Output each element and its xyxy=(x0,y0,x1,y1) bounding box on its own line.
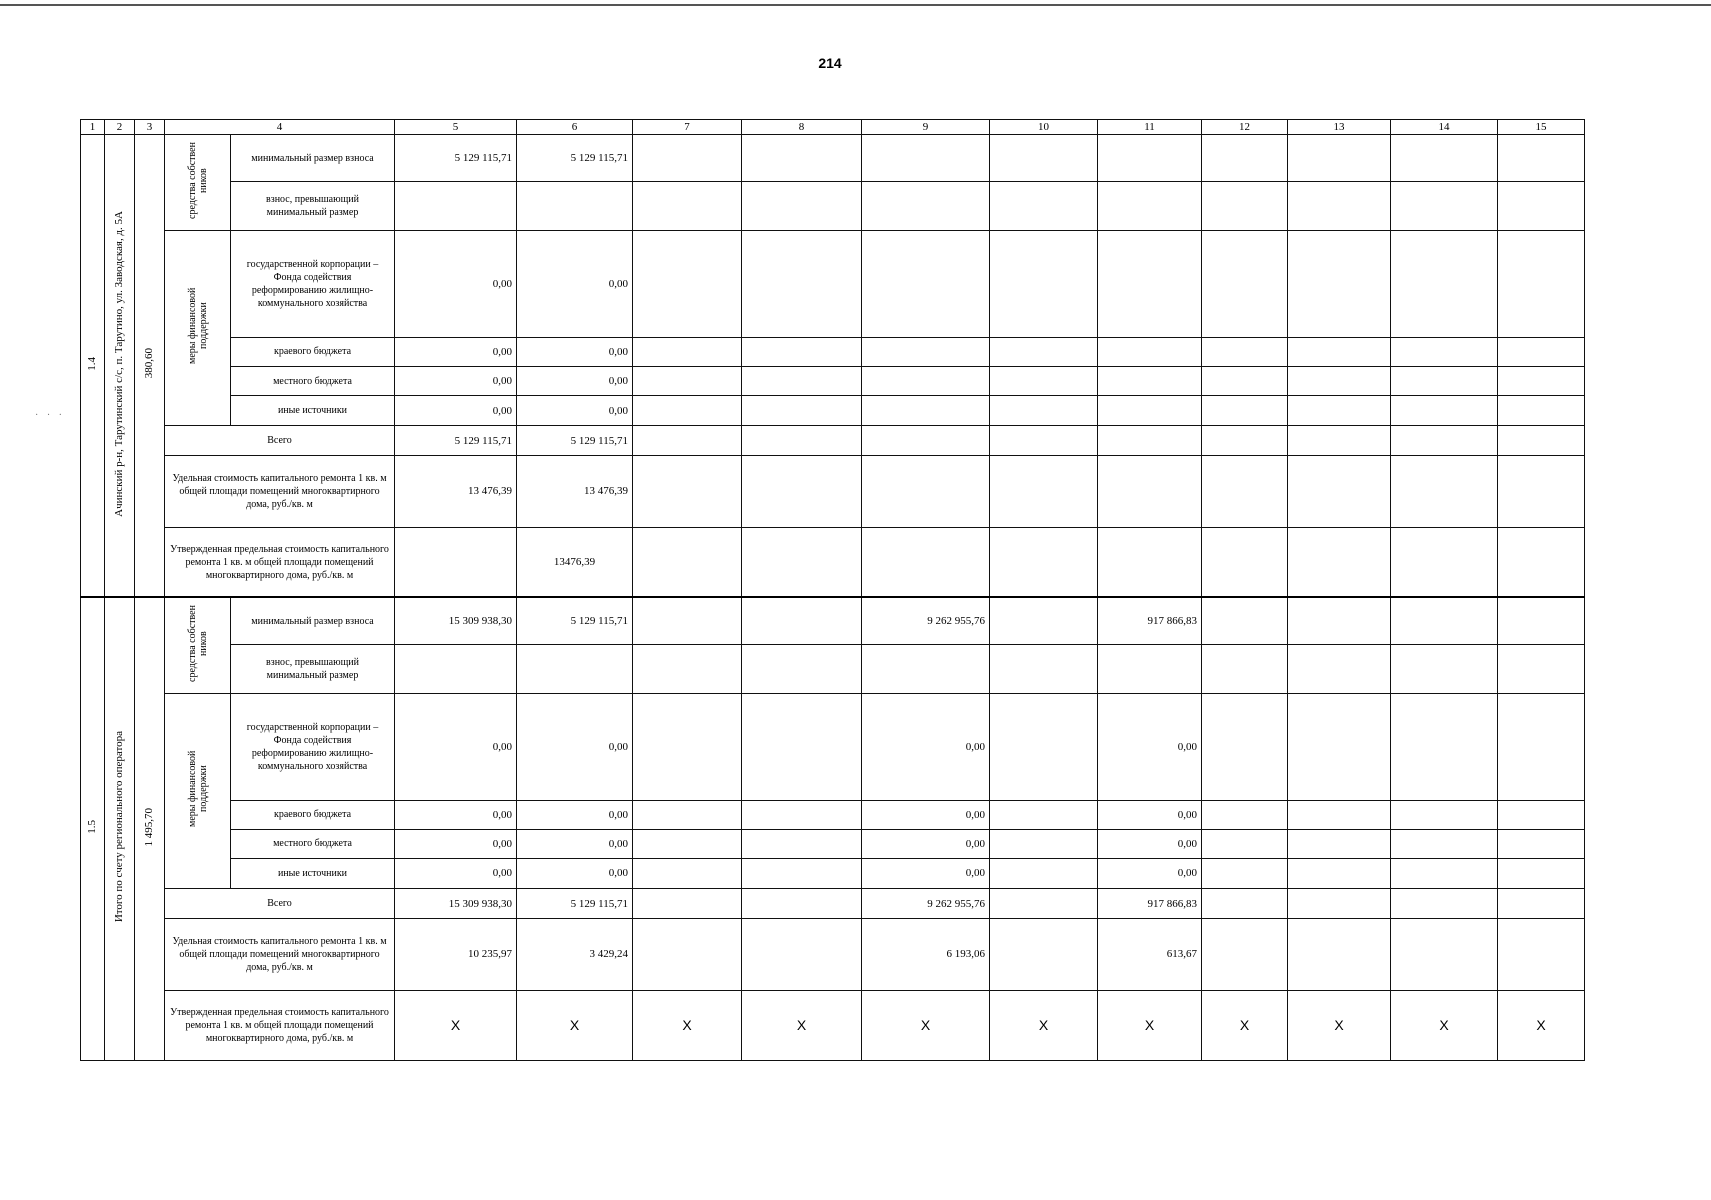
value-cell: 5 129 115,71 xyxy=(395,426,517,456)
value-cell xyxy=(1391,800,1498,829)
value-cell: 0,00 xyxy=(517,337,633,366)
object-address: Итого по счету регионального оператора xyxy=(113,731,126,923)
value-cell xyxy=(1391,889,1498,919)
value-cell xyxy=(862,396,990,426)
header-cell: 13 xyxy=(1288,120,1391,135)
object-address-cell xyxy=(105,597,135,1060)
value-cell xyxy=(990,426,1098,456)
value-cell xyxy=(1391,694,1498,800)
value-cell xyxy=(990,829,1098,858)
object-area: 380,60 xyxy=(143,348,156,379)
value-cell: X xyxy=(1391,990,1498,1060)
value-cell: 0,00 xyxy=(517,859,633,889)
value-cell xyxy=(1202,889,1288,919)
header-cell: 9 xyxy=(862,120,990,135)
value-cell xyxy=(633,829,742,858)
value-cell xyxy=(1391,337,1498,366)
value-cell: X xyxy=(742,990,862,1060)
value-cell xyxy=(1098,367,1202,396)
value-cell xyxy=(1202,456,1288,527)
min-fee-label: минимальный размер взноса xyxy=(231,597,395,644)
value-cell xyxy=(1098,182,1202,231)
value-cell xyxy=(517,645,633,694)
support-measures-label: меры финансовой поддержки xyxy=(186,750,209,828)
total-label: Всего xyxy=(165,889,395,919)
header-cell: 12 xyxy=(1202,120,1288,135)
local-budget-label: местного бюджета xyxy=(231,367,395,396)
value-cell xyxy=(1202,919,1288,990)
value-cell xyxy=(1391,396,1498,426)
value-cell xyxy=(1498,456,1585,527)
value-cell xyxy=(990,800,1098,829)
value-cell xyxy=(742,694,862,800)
regional-budget-label: краевого бюджета xyxy=(231,337,395,366)
value-cell xyxy=(1288,396,1391,426)
header-cell: 11 xyxy=(1098,120,1202,135)
value-cell: 0,00 xyxy=(517,396,633,426)
table-row xyxy=(81,231,1585,337)
value-cell xyxy=(633,337,742,366)
value-cell: X xyxy=(1202,990,1288,1060)
value-cell: 0,00 xyxy=(517,367,633,396)
object-area-cell xyxy=(135,597,165,1060)
value-cell: 15 309 938,30 xyxy=(395,597,517,644)
approved-limit-label: Утвержденная предельная стоимость капитального ремонта 1 кв. м общей площади помещений многоквартирного дома, руб./кв. м xyxy=(165,990,395,1060)
value-cell xyxy=(633,367,742,396)
value-cell: 0,00 xyxy=(1098,859,1202,889)
value-cell: 917 866,83 xyxy=(1098,597,1202,644)
value-cell xyxy=(1391,645,1498,694)
value-cell: 5 129 115,71 xyxy=(395,135,517,182)
value-cell xyxy=(1498,645,1585,694)
value-cell xyxy=(1098,337,1202,366)
row-number: 1.5 xyxy=(86,820,99,834)
value-cell: 13476,39 xyxy=(517,527,633,597)
value-cell xyxy=(1202,694,1288,800)
value-cell: X xyxy=(862,990,990,1060)
owners-funds-label: средства собствен ников xyxy=(186,142,209,220)
value-cell xyxy=(1391,859,1498,889)
capital-repair-table xyxy=(80,119,1585,1061)
value-cell xyxy=(742,231,862,337)
value-cell xyxy=(1288,456,1391,527)
value-cell xyxy=(1202,859,1288,889)
value-cell xyxy=(1202,182,1288,231)
header-cell: 1 xyxy=(81,120,105,135)
object-address-cell xyxy=(105,135,135,598)
header-cell: 7 xyxy=(633,120,742,135)
support-measures-label: меры финансовой поддержки xyxy=(186,287,209,365)
value-cell: 0,00 xyxy=(395,367,517,396)
value-cell xyxy=(1391,231,1498,337)
value-cell: 0,00 xyxy=(517,800,633,829)
value-cell xyxy=(862,231,990,337)
value-cell: 0,00 xyxy=(862,694,990,800)
value-cell xyxy=(862,182,990,231)
value-cell xyxy=(1098,231,1202,337)
value-cell xyxy=(990,597,1098,644)
value-cell xyxy=(633,182,742,231)
value-cell xyxy=(633,800,742,829)
value-cell xyxy=(1202,337,1288,366)
value-cell xyxy=(990,182,1098,231)
unit-cost-label: Удельная стоимость капитального ремонта 1 кв. м общей площади помещений многоквартирного дома, руб./кв. м xyxy=(165,456,395,527)
value-cell xyxy=(1288,829,1391,858)
value-cell: X xyxy=(1498,990,1585,1060)
value-cell xyxy=(742,367,862,396)
header-cell: 6 xyxy=(517,120,633,135)
value-cell xyxy=(1391,426,1498,456)
object-address: Ачинский р-н, Тарутинский с/с, п. Тарутино, ул. Заводская, д. 5А xyxy=(113,210,126,517)
value-cell xyxy=(742,182,862,231)
table-row xyxy=(81,527,1585,597)
value-cell: 15 309 938,30 xyxy=(395,889,517,919)
value-cell xyxy=(742,337,862,366)
value-cell xyxy=(1098,426,1202,456)
value-cell xyxy=(633,527,742,597)
over-min-label: взнос, превышающий минимальный размер xyxy=(231,645,395,694)
value-cell xyxy=(633,135,742,182)
value-cell xyxy=(1098,645,1202,694)
value-cell xyxy=(1498,597,1585,644)
owners-funds-label-cell xyxy=(165,597,231,693)
value-cell xyxy=(1202,135,1288,182)
owners-funds-label: средства собствен ников xyxy=(186,605,209,683)
value-cell xyxy=(1288,231,1391,337)
value-cell xyxy=(990,694,1098,800)
value-cell xyxy=(1202,367,1288,396)
value-cell xyxy=(1202,527,1288,597)
row-number-cell xyxy=(81,135,105,598)
value-cell: 0,00 xyxy=(1098,829,1202,858)
table-row xyxy=(81,456,1585,527)
value-cell xyxy=(742,919,862,990)
page-number: 214 xyxy=(818,55,842,71)
value-cell xyxy=(1098,527,1202,597)
value-cell xyxy=(633,597,742,644)
regional-budget-label: краевого бюджета xyxy=(231,800,395,829)
value-cell xyxy=(862,135,990,182)
value-cell xyxy=(1288,426,1391,456)
table-row xyxy=(81,182,1585,231)
other-sources-label: иные источники xyxy=(231,859,395,889)
value-cell xyxy=(1391,135,1498,182)
table-row xyxy=(81,597,1585,644)
value-cell xyxy=(633,426,742,456)
value-cell xyxy=(1498,231,1585,337)
value-cell xyxy=(1391,919,1498,990)
value-cell xyxy=(633,456,742,527)
value-cell: 0,00 xyxy=(1098,800,1202,829)
header-cell: 5 xyxy=(395,120,517,135)
value-cell xyxy=(395,182,517,231)
value-cell: 0,00 xyxy=(395,694,517,800)
value-cell: 0,00 xyxy=(517,231,633,337)
value-cell xyxy=(742,527,862,597)
value-cell xyxy=(742,889,862,919)
value-cell xyxy=(1202,597,1288,644)
value-cell: 0,00 xyxy=(862,829,990,858)
value-cell xyxy=(1498,800,1585,829)
value-cell xyxy=(1288,337,1391,366)
value-cell xyxy=(742,597,862,644)
value-cell xyxy=(1288,800,1391,829)
table-row xyxy=(81,859,1585,889)
table-row xyxy=(81,919,1585,990)
header-cell: 3 xyxy=(135,120,165,135)
value-cell xyxy=(1202,231,1288,337)
support-measures-label-cell xyxy=(165,694,231,889)
value-cell xyxy=(1391,597,1498,644)
value-cell xyxy=(1288,889,1391,919)
value-cell xyxy=(742,426,862,456)
over-min-label: взнос, превышающий минимальный размер xyxy=(231,182,395,231)
table-row xyxy=(81,426,1585,456)
table-row xyxy=(81,337,1585,366)
top-rule xyxy=(0,4,1711,6)
value-cell: 0,00 xyxy=(862,859,990,889)
value-cell: 0,00 xyxy=(517,694,633,800)
table-row xyxy=(81,990,1585,1060)
object-area-cell xyxy=(135,135,165,598)
value-cell: 5 129 115,71 xyxy=(517,889,633,919)
value-cell: 0,00 xyxy=(395,337,517,366)
value-cell xyxy=(1498,889,1585,919)
value-cell xyxy=(1498,396,1585,426)
value-cell xyxy=(990,231,1098,337)
value-cell: 10 235,97 xyxy=(395,919,517,990)
min-fee-label: минимальный размер взноса xyxy=(231,135,395,182)
value-cell xyxy=(1498,182,1585,231)
value-cell xyxy=(633,231,742,337)
value-cell xyxy=(1498,919,1585,990)
value-cell: 13 476,39 xyxy=(395,456,517,527)
value-cell: 0,00 xyxy=(395,231,517,337)
value-cell xyxy=(1288,919,1391,990)
table-row xyxy=(81,694,1585,800)
value-cell xyxy=(1202,800,1288,829)
value-cell: 613,67 xyxy=(1098,919,1202,990)
value-cell xyxy=(742,396,862,426)
value-cell: 9 262 955,76 xyxy=(862,889,990,919)
state-corp-label: государственной корпорации – Фонда содействия реформированию жилищно-коммунального хозяйства xyxy=(231,694,395,800)
value-cell xyxy=(1098,396,1202,426)
support-measures-label-cell xyxy=(165,231,231,426)
value-cell xyxy=(1498,694,1585,800)
value-cell xyxy=(990,859,1098,889)
value-cell xyxy=(1098,135,1202,182)
header-cell: 10 xyxy=(990,120,1098,135)
value-cell xyxy=(1288,694,1391,800)
value-cell xyxy=(1498,527,1585,597)
value-cell xyxy=(1498,367,1585,396)
header-cell: 2 xyxy=(105,120,135,135)
value-cell: 9 262 955,76 xyxy=(862,597,990,644)
value-cell xyxy=(1498,859,1585,889)
state-corp-label: государственной корпорации – Фонда содействия реформированию жилищно-коммунального хозяйства xyxy=(231,231,395,337)
value-cell: 0,00 xyxy=(395,800,517,829)
value-cell xyxy=(1288,182,1391,231)
value-cell xyxy=(633,859,742,889)
header-cell: 14 xyxy=(1391,120,1498,135)
value-cell xyxy=(742,800,862,829)
value-cell xyxy=(862,367,990,396)
value-cell xyxy=(1391,367,1498,396)
header-row xyxy=(81,120,1585,135)
value-cell: X xyxy=(1098,990,1202,1060)
value-cell xyxy=(395,527,517,597)
table-row xyxy=(81,396,1585,426)
object-area: 1 495,70 xyxy=(143,807,156,847)
value-cell: 0,00 xyxy=(1098,694,1202,800)
value-cell xyxy=(990,645,1098,694)
value-cell: 0,00 xyxy=(517,829,633,858)
value-cell xyxy=(1288,645,1391,694)
value-cell xyxy=(1202,829,1288,858)
value-cell xyxy=(742,135,862,182)
value-cell xyxy=(1498,135,1585,182)
table-row xyxy=(81,135,1585,182)
value-cell: X xyxy=(395,990,517,1060)
owners-funds-label-cell xyxy=(165,135,231,231)
value-cell xyxy=(1391,182,1498,231)
value-cell xyxy=(633,396,742,426)
header-cell: 15 xyxy=(1498,120,1585,135)
value-cell: 0,00 xyxy=(395,829,517,858)
value-cell xyxy=(1202,645,1288,694)
value-cell xyxy=(1098,456,1202,527)
value-cell xyxy=(990,456,1098,527)
value-cell xyxy=(1498,337,1585,366)
value-cell xyxy=(395,645,517,694)
row-number: 1.4 xyxy=(86,356,99,371)
value-cell xyxy=(990,396,1098,426)
value-cell xyxy=(1288,527,1391,597)
value-cell xyxy=(862,456,990,527)
table-row xyxy=(81,645,1585,694)
value-cell xyxy=(1391,527,1498,597)
header-cell: 4 xyxy=(165,120,395,135)
value-cell xyxy=(1288,859,1391,889)
value-cell: 3 429,24 xyxy=(517,919,633,990)
value-cell xyxy=(633,694,742,800)
value-cell xyxy=(1391,829,1498,858)
value-cell xyxy=(742,859,862,889)
value-cell xyxy=(1288,135,1391,182)
value-cell xyxy=(990,135,1098,182)
value-cell xyxy=(862,527,990,597)
table-row xyxy=(81,829,1585,858)
table-row xyxy=(81,800,1585,829)
value-cell: 5 129 115,71 xyxy=(517,597,633,644)
table-row xyxy=(81,889,1585,919)
value-cell xyxy=(1202,426,1288,456)
value-cell xyxy=(1391,456,1498,527)
value-cell xyxy=(633,645,742,694)
value-cell xyxy=(1288,367,1391,396)
value-cell: 13 476,39 xyxy=(517,456,633,527)
value-cell: 0,00 xyxy=(862,800,990,829)
value-cell xyxy=(633,889,742,919)
value-cell: X xyxy=(517,990,633,1060)
table-row xyxy=(81,367,1585,396)
value-cell xyxy=(517,182,633,231)
value-cell xyxy=(1498,426,1585,456)
approved-limit-label: Утвержденная предельная стоимость капитального ремонта 1 кв. м общей площади помещений многоквартирного дома, руб./кв. м xyxy=(165,527,395,597)
value-cell xyxy=(862,337,990,366)
unit-cost-label: Удельная стоимость капитального ремонта 1 кв. м общей площади помещений многоквартирного дома, руб./кв. м xyxy=(165,919,395,990)
value-cell: X xyxy=(633,990,742,1060)
value-cell: 0,00 xyxy=(395,396,517,426)
value-cell: 0,00 xyxy=(395,859,517,889)
other-sources-label: иные источники xyxy=(231,396,395,426)
row-number-cell xyxy=(81,597,105,1060)
value-cell: 917 866,83 xyxy=(1098,889,1202,919)
value-cell xyxy=(742,829,862,858)
value-cell xyxy=(862,645,990,694)
header-cell: 8 xyxy=(742,120,862,135)
value-cell xyxy=(990,527,1098,597)
value-cell xyxy=(1498,829,1585,858)
value-cell: 5 129 115,71 xyxy=(517,135,633,182)
value-cell xyxy=(990,367,1098,396)
value-cell: 5 129 115,71 xyxy=(517,426,633,456)
value-cell xyxy=(633,919,742,990)
local-budget-label: местного бюджета xyxy=(231,829,395,858)
value-cell xyxy=(1288,597,1391,644)
value-cell xyxy=(990,337,1098,366)
value-cell: 6 193,06 xyxy=(862,919,990,990)
value-cell xyxy=(742,645,862,694)
value-cell: X xyxy=(990,990,1098,1060)
total-label: Всего xyxy=(165,426,395,456)
value-cell xyxy=(862,426,990,456)
value-cell xyxy=(990,889,1098,919)
value-cell xyxy=(742,456,862,527)
value-cell: X xyxy=(1288,990,1391,1060)
stray-mark: · · · xyxy=(35,410,65,421)
value-cell xyxy=(1202,396,1288,426)
value-cell xyxy=(990,919,1098,990)
